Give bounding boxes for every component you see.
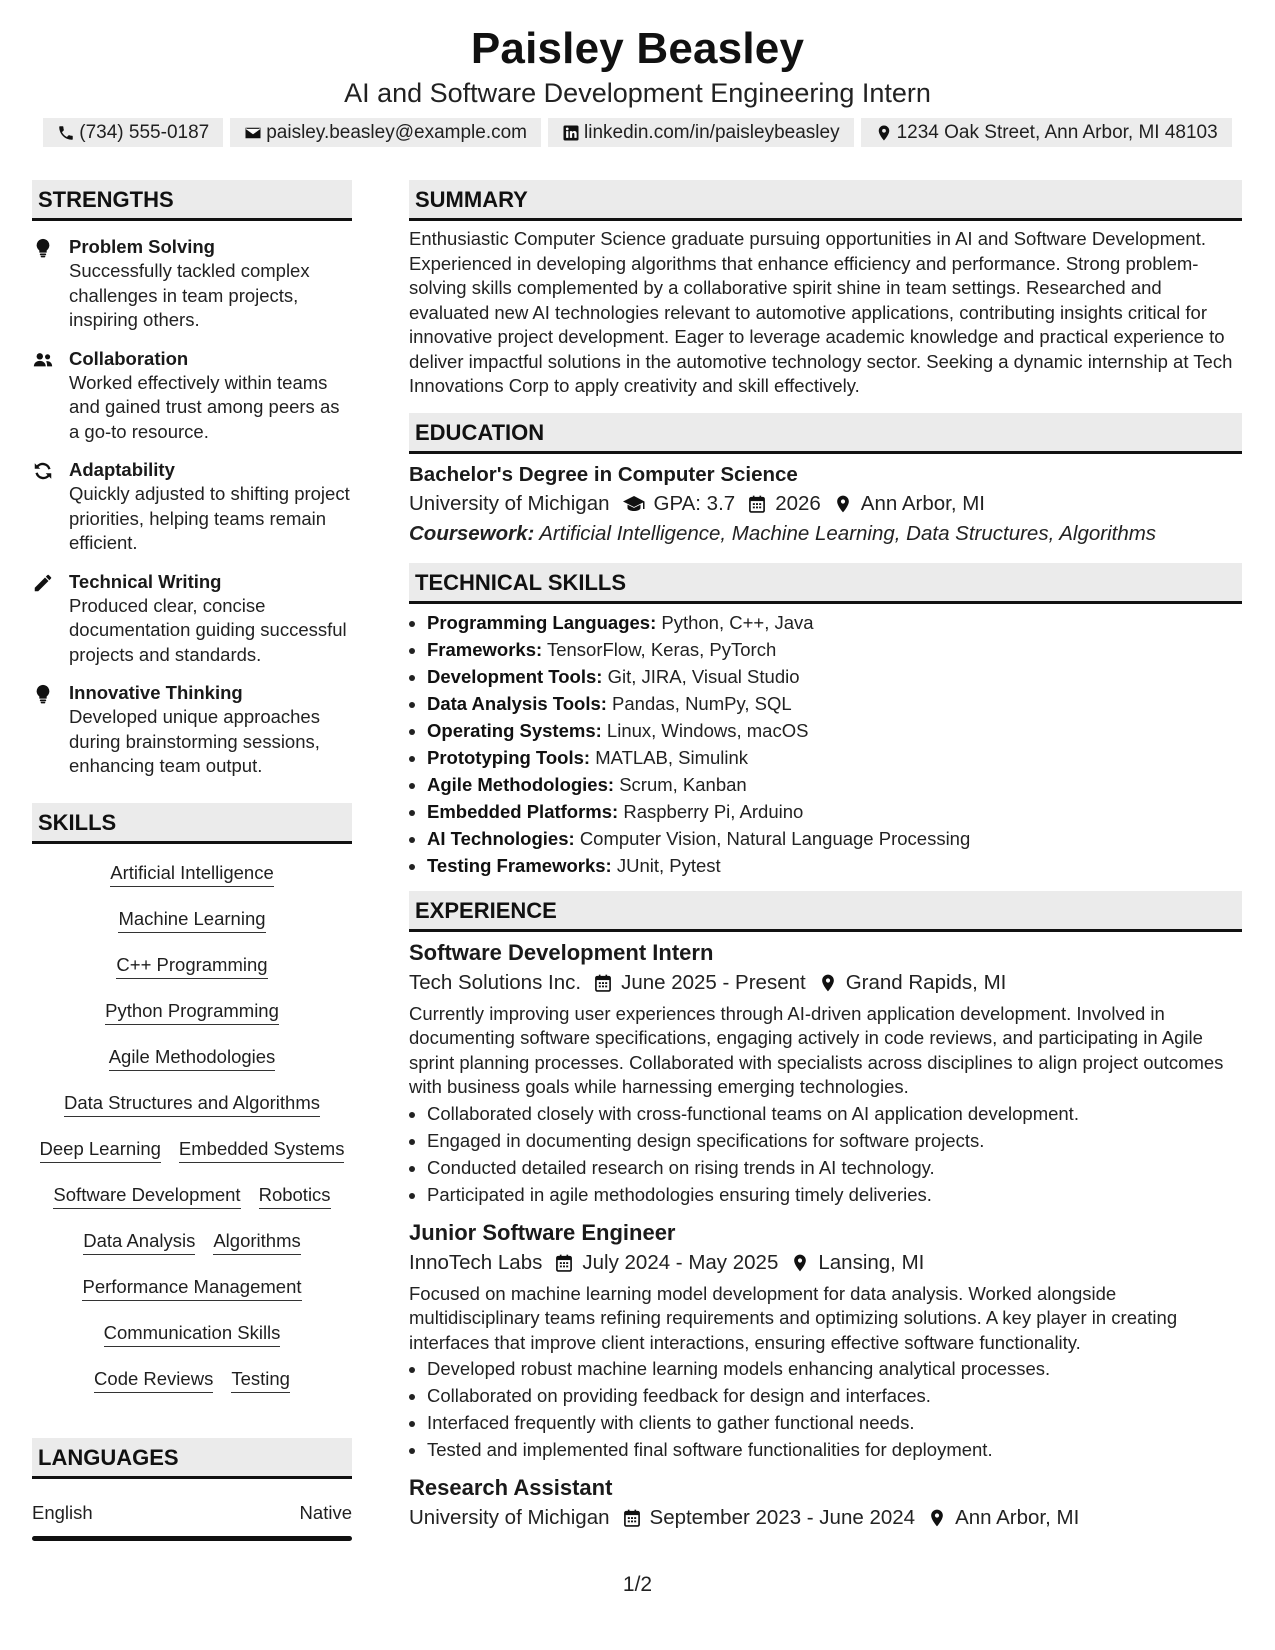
tech-skill-value: Computer Vision, Natural Language Processing (579, 827, 971, 849)
tech-skill-value: MATLAB, Simulink (595, 746, 749, 768)
tech-skill-label: Embedded Platforms: (427, 800, 619, 822)
candidate-name: Paisley Beasley (470, 24, 805, 73)
strengths-heading: STRENGTHS (32, 180, 352, 221)
email-text: paisley.beasley@example.com (266, 122, 527, 143)
list-item (427, 771, 1242, 798)
location-icon (875, 124, 893, 142)
company-name: University of Michigan (409, 1506, 610, 1529)
lightbulb-icon (32, 237, 54, 259)
candidate-title: AI and Software Development Engineering Intern (344, 78, 931, 108)
language-row (32, 1501, 352, 1525)
tech-skill-value: Python, C++, Java (661, 611, 814, 633)
skill-tag: Code Reviews (94, 1366, 213, 1393)
strength-desc: Successfully tackled complex challenges in team projects, inspiring others. (69, 260, 310, 330)
graduation-cap-icon (622, 492, 646, 516)
list-item: • Developed robust machine learning models enhancing analytical processes. (427, 1355, 1242, 1382)
sync-icon (32, 460, 54, 482)
skill-tag: Machine Learning (118, 906, 265, 933)
linkedin-text: linkedin.com/in/paisleybeasley (584, 122, 840, 143)
skill-tag: Testing (231, 1366, 290, 1393)
page-number: 1/2 (622, 1573, 653, 1596)
strength-title: Innovative Thinking (69, 682, 243, 703)
tech-skill-value: TensorFlow, Keras, PyTorch (546, 638, 777, 660)
list-item: • Collaborated closely with cross-functional teams on AI application development. (427, 1100, 1242, 1127)
strength-item (32, 235, 352, 333)
skill-tag: Embedded Systems (179, 1136, 345, 1163)
skill-tag: Software Development (53, 1182, 240, 1209)
job-dates: July 2024 - May 2025 (582, 1250, 779, 1274)
job-title: Software Development Intern (409, 939, 714, 965)
lightbulb-icon (32, 683, 54, 705)
strength-title: Adaptability (69, 459, 175, 480)
resume-header (0, 22, 1275, 147)
users-icon (32, 349, 54, 371)
list-item: • Tested and implemented final software functionalities for deployment. (427, 1436, 1242, 1463)
tech-skill-label: Data Analysis Tools: (427, 692, 607, 714)
skill-tag: Algorithms (213, 1228, 300, 1255)
tech-skill-label: Testing Frameworks: (427, 854, 612, 876)
location-icon (790, 1253, 810, 1273)
tech-skill-label: Prototyping Tools: (427, 746, 591, 768)
list-item (427, 609, 1242, 636)
strength-item (32, 458, 352, 556)
tech-skill-label: Agile Methodologies: (427, 773, 615, 795)
strength-desc: Developed unique approaches during brainstorming sessions, enhancing team output. (69, 706, 320, 776)
company-name: Tech Solutions Inc. (409, 970, 582, 994)
tech-skill-label: Development Tools: (427, 665, 603, 687)
coursework-list: Artificial Intelligence, Machine Learning, Data Structures, Algorithms (539, 521, 1157, 545)
skill-tag: Communication Skills (104, 1320, 281, 1347)
list-item: • Participated in agile methodologies ensuring timely deliveries. (427, 1181, 1242, 1208)
job-title: Research Assistant (409, 1475, 613, 1500)
job-location: Ann Arbor, MI (955, 1506, 1080, 1529)
school-name: University of Michigan (409, 491, 610, 515)
strength-title: Collaboration (69, 347, 189, 369)
language-name: English (32, 1501, 93, 1523)
skill-tag: C++ Programming (116, 952, 267, 979)
list-item (427, 852, 1242, 879)
tech-skill-label: Programming Languages: (427, 611, 657, 633)
left-column (32, 180, 352, 1541)
contact-linkedin[interactable] (548, 118, 854, 147)
email-icon (244, 124, 262, 142)
skill-tag: Deep Learning (40, 1136, 161, 1163)
language-level: Native (299, 1501, 352, 1523)
job-dates: June 2025 - Present (621, 970, 806, 994)
job-location: Lansing, MI (818, 1250, 925, 1274)
skill-tag: Python Programming (105, 998, 279, 1025)
list-item (427, 663, 1242, 690)
tech-skill-label: AI Technologies: (427, 827, 575, 849)
strength-desc: Produced clear, concise documentation guiding successful projects and standards. (69, 594, 347, 665)
list-item: • Engaged in documenting design specifications for software projects. (427, 1127, 1242, 1154)
contact-phone[interactable] (43, 118, 223, 147)
list-item (427, 825, 1242, 852)
strength-item (32, 681, 352, 779)
contact-address (861, 118, 1232, 147)
phone-text: (734) 555-0187 (79, 122, 210, 143)
job-title: Junior Software Engineer (409, 1219, 676, 1245)
address-text: 1234 Oak Street, Ann Arbor, MI 48103 (896, 122, 1218, 143)
degree-title: Bachelor's Degree in Computer Science (409, 462, 798, 486)
tech-skill-label: Operating Systems: (427, 719, 602, 741)
strength-desc: Quickly adjusted to shifting project priorities, helping teams remain efficient. (69, 483, 350, 553)
skill-tag: Data Analysis (83, 1228, 195, 1255)
skills-heading: SKILLS (32, 803, 352, 844)
list-item: • Interfaced frequently with clients to gather functional needs. (427, 1409, 1242, 1436)
graduation-year: 2026 (775, 491, 821, 515)
right-column (409, 180, 1242, 1533)
tech-skill-value: Git, JIRA, Visual Studio (607, 665, 800, 687)
language-level-bar (32, 1536, 352, 1541)
experience-heading: EXPERIENCE (409, 891, 1242, 932)
summary-text: Enthusiastic Computer Science graduate pursuing opportunities in AI and Software Development. Experienced in developing algorithms that enhance efficiency and performance. Strong problem-solving skills complemented by a collaborative spirit shine in team settings. Researched and evaluated new AI technologies relevant to automotive applications, contributing insights critical for innovative project development. Eager to leverage academic knowledge and practical experience to deliver impactful solutions in the automotive technology sector. Seeking a dynamic internship at Tech Innovations Corp to apply creativity and skill effectively. (409, 228, 1233, 396)
technical-skills-list (409, 609, 1242, 879)
tech-skill-value: JUnit, Pytest (616, 854, 721, 876)
strength-desc: Worked effectively within teams and gained trust among peers as a go-to resource. (69, 371, 340, 442)
coursework (409, 519, 1242, 549)
gpa: GPA: 3.7 (653, 491, 736, 515)
skill-tag: Agile Methodologies (109, 1044, 276, 1071)
list-item (427, 690, 1242, 717)
list-item: • Collaborated on providing feedback for design and interfaces. (427, 1382, 1242, 1409)
skills-list (32, 860, 352, 1412)
languages-heading: LANGUAGES (32, 1438, 352, 1479)
job-location: Grand Rapids, MI (845, 970, 1007, 994)
calendar-icon (593, 973, 613, 993)
location-icon (833, 494, 853, 514)
calendar-icon (554, 1253, 574, 1273)
education-heading: EDUCATION (409, 413, 1242, 454)
skill-tag: Data Structures and Algorithms (64, 1090, 320, 1117)
location-icon (927, 1508, 947, 1528)
strength-title: Problem Solving (69, 236, 215, 257)
job-entry (409, 1218, 1242, 1464)
skill-tag: Robotics (259, 1182, 331, 1209)
job-entry (409, 938, 1242, 1208)
skill-tag: Artificial Intelligence (110, 860, 274, 887)
list-item (427, 744, 1242, 771)
job-bullets (409, 1100, 1242, 1208)
technical-skills-heading: TECHNICAL SKILLS (409, 563, 1242, 604)
list-item (427, 798, 1242, 825)
calendar-icon (622, 1508, 642, 1528)
tech-skill-label: Frameworks: (427, 638, 543, 660)
summary-heading: SUMMARY (409, 180, 1242, 221)
job-description: Currently improving user experiences through AI-driven application development. Involved in documenting software specifications, engaging actively in code reviews, and participating in Agile sprint planning processes. Collaborated with specialists across disciplines to align project outcomes with business goals while harnessing emerging technologies. (409, 1002, 1224, 1097)
tech-skill-value: Raspberry Pi, Arduino (623, 800, 804, 822)
job-description: Focused on machine learning model development for data analysis. Worked alongside multidisciplinary teams refining requirements and optimizing solutions. A key player in creating interfaces that improve client interactions, ensuring effective software functionality. (409, 1282, 1178, 1353)
strength-item (32, 347, 352, 445)
calendar-icon (747, 494, 767, 514)
list-item: • Conducted detailed research on rising trends in AI technology. (427, 1154, 1242, 1181)
tech-skill-value: Scrum, Kanban (619, 773, 747, 795)
job-meta (409, 968, 1242, 998)
strength-item (32, 570, 352, 668)
location-icon (818, 973, 838, 993)
company-name: InnoTech Labs (409, 1250, 543, 1274)
job-meta (409, 1248, 1242, 1278)
strength-title: Technical Writing (69, 570, 222, 592)
pencil-icon (32, 572, 54, 594)
job-entry (409, 1473, 1242, 1533)
contact-email[interactable] (230, 118, 541, 147)
tech-skill-value: Linux, Windows, macOS (606, 719, 809, 741)
list-item (427, 636, 1242, 663)
education-location: Ann Arbor, MI (860, 491, 985, 515)
phone-icon (57, 124, 75, 142)
list-item (427, 717, 1242, 744)
linkedin-icon (562, 124, 580, 142)
education-meta (409, 489, 1242, 519)
tech-skill-value: Pandas, NumPy, SQL (612, 692, 792, 714)
coursework-label: Coursework: (409, 521, 535, 545)
job-dates: September 2023 - June 2024 (649, 1506, 916, 1529)
skill-tag: Performance Management (82, 1274, 301, 1301)
contact-bar (0, 118, 1275, 147)
job-bullets (409, 1355, 1242, 1463)
job-meta (409, 1503, 1242, 1533)
